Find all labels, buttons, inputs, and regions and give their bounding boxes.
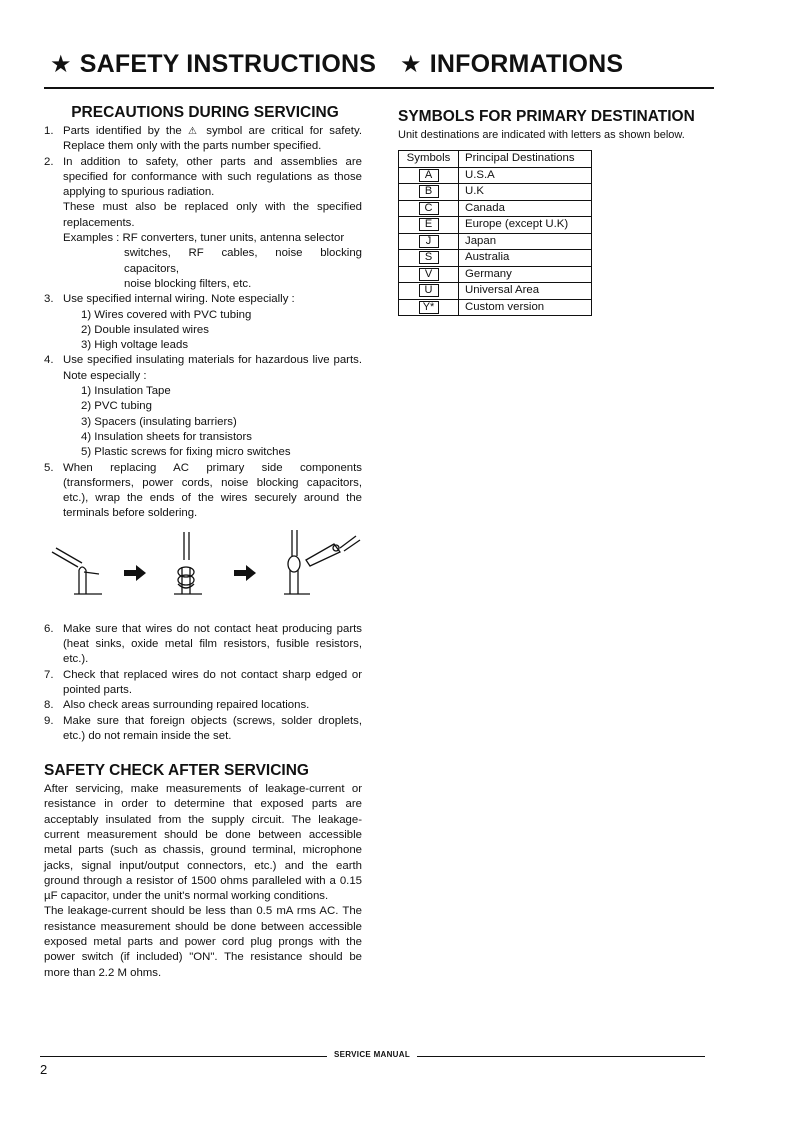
left-column <box>44 104 362 981</box>
examples-text: noise blocking filters, etc. <box>124 277 252 290</box>
sub-item: 2) PVC tubing <box>81 400 152 413</box>
sub-item: 1) Insulation Tape <box>81 385 171 398</box>
destination-name: Japan <box>459 233 592 250</box>
table-row <box>399 167 592 184</box>
warning-triangle-icon: ⚠ <box>187 126 201 137</box>
column-header-destinations: Principal Destinations <box>459 151 592 168</box>
item-text: Also check areas surrounding repaired locations. <box>63 699 310 712</box>
precaution-item-6 <box>44 622 362 668</box>
informations-header <box>400 50 623 79</box>
item-text: Use specified internal wiring. Note especially : <box>63 293 295 306</box>
symbols-title: SYMBOLS FOR PRIMARY DESTINATION <box>398 108 695 125</box>
item-text: In addition to safety, other parts and assemblies are specified for conformance with such regulations as those applying to spurious radiation. <box>63 155 362 199</box>
item-number: 8. <box>44 699 54 712</box>
footer-rule-right <box>417 1056 705 1057</box>
item-text: Check that replaced wires do not contact sharp edged or pointed parts. <box>63 668 362 696</box>
sub-item: 2) Double insulated wires <box>81 323 209 336</box>
destination-symbol: A <box>419 169 439 182</box>
precaution-item-4 <box>44 353 362 460</box>
destination-name: Germany <box>459 266 592 283</box>
item-text: These must also be replaced only with the specified replacements. <box>63 201 362 229</box>
item-number: 6. <box>44 622 54 635</box>
item-number: 3. <box>44 293 54 306</box>
wiring-diagram <box>44 522 362 622</box>
item-number: 7. <box>44 668 54 681</box>
safety-check-paragraph-2: The leakage-current should be less than 0.5 mA rms AC. The resistance measurement should be done between accessible exposed metal parts and power cord plug prongs with the power switch (if included) "ON". The resistance should be more than 2.2 M ohms. <box>44 905 362 979</box>
arrow-right-icon <box>124 565 146 581</box>
table-row <box>399 299 592 316</box>
destination-name: U.K <box>459 184 592 201</box>
precautions-title: PRECAUTIONS DURING SERVICING <box>71 104 339 121</box>
safety-instructions-header <box>50 50 376 79</box>
safety-check-paragraph-1: After servicing, make measurements of leakage-current or resistance in order to determine that exposed parts are acceptably insulated from the supply circuit. The leakage-current measurement should be done between accessible metal parts (such as chassis, ground terminal, microphone jacks, signal input/output connectors, etc.) and the earth ground through a resistor of 1500 ohms paralleled with a 0.15 µF capacitor, under the unit's normal working conditions. <box>44 783 362 903</box>
destination-table <box>398 150 592 316</box>
destination-name: Custom version <box>459 299 592 316</box>
item-text: Make sure that foreign objects (screws, solder droplets, etc.) do not remain inside the set. <box>63 714 362 742</box>
precaution-item-1 <box>44 124 362 155</box>
destination-symbol: E <box>419 218 439 231</box>
sub-item: 1) Wires covered with PVC tubing <box>81 308 252 321</box>
table-row <box>399 200 592 217</box>
destination-symbol: B <box>419 185 439 198</box>
table-row <box>399 233 592 250</box>
precaution-item-8 <box>44 698 362 713</box>
destination-name: U.S.A <box>459 167 592 184</box>
table-row <box>399 266 592 283</box>
table-row <box>399 283 592 300</box>
destination-name: Europe (except U.K) <box>459 217 592 234</box>
examples-row <box>63 231 362 246</box>
precaution-item-9 <box>44 714 362 745</box>
wire-wrap-soldering-illustration <box>44 522 364 622</box>
item-text: symbol are critical for safety. Replace them only with the parts number specified. <box>63 125 362 153</box>
terminal-stage-3 <box>284 530 360 594</box>
destination-name: Universal Area <box>459 283 592 300</box>
star-icon: ★ <box>50 51 72 78</box>
destination-symbol: Y* <box>419 301 439 314</box>
right-column <box>398 108 718 316</box>
column-header-symbols: Symbols <box>399 151 459 168</box>
item-text: Use specified insulating materials for hazardous live parts. Note especially : <box>63 354 362 382</box>
table-header-row <box>399 151 592 168</box>
sub-item: 5) Plastic screws for fixing micro switches <box>81 446 291 459</box>
header-divider <box>44 87 714 89</box>
symbols-note: Unit destinations are indicated with letters as shown below. <box>398 129 685 141</box>
destination-symbol: U <box>419 284 439 297</box>
precaution-item-7 <box>44 668 362 699</box>
examples-label: Examples : <box>63 232 120 245</box>
footer-label: SERVICE MANUAL <box>333 1050 411 1059</box>
item-number: 1. <box>44 125 54 137</box>
star-icon: ★ <box>400 51 422 78</box>
table-row <box>399 250 592 267</box>
arrow-right-icon <box>234 565 256 581</box>
page-number: 2 <box>40 1062 48 1077</box>
item-text: Make sure that wires do not contact heat producing parts (heat sinks, oxide metal film resistors, fusible resistors, etc.). <box>63 622 362 666</box>
sub-item: 4) Insulation sheets for transistors <box>81 430 252 443</box>
item-number: 5. <box>44 461 54 474</box>
destination-symbol: V <box>419 268 439 281</box>
destination-symbol: C <box>419 202 439 215</box>
header-title-right: INFORMATIONS <box>429 50 624 78</box>
destination-symbol: S <box>419 251 439 264</box>
precaution-item-2 <box>44 155 362 293</box>
table-row <box>399 184 592 201</box>
examples-text: RF converters, tuner units, antenna selector <box>122 232 345 245</box>
precaution-item-3 <box>44 292 362 353</box>
examples-text: switches, RF cables, noise blocking capacitors, <box>124 247 362 275</box>
table-row <box>399 217 592 234</box>
safety-check-title: SAFETY CHECK AFTER SERVICING <box>44 762 309 780</box>
destination-symbol: J <box>419 235 439 248</box>
item-number: 2. <box>44 155 54 168</box>
item-text: Parts identified by the <box>63 125 182 137</box>
item-text: When replacing AC primary side components (transformers, power cords, noise blocking capacitors, etc.), wrap the ends of the wires securely around the terminals before soldering. <box>63 461 362 520</box>
precaution-item-5 <box>44 461 362 522</box>
destination-name: Canada <box>459 200 592 217</box>
terminal-stage-2 <box>174 532 202 594</box>
terminal-stage-1 <box>52 548 102 594</box>
destination-name: Australia <box>459 250 592 267</box>
footer-rule-left <box>40 1056 327 1057</box>
item-number: 4. <box>44 354 54 367</box>
item-number: 9. <box>44 714 54 727</box>
sub-item: 3) High voltage leads <box>81 339 189 352</box>
header-title-left: SAFETY INSTRUCTIONS <box>79 50 377 78</box>
sub-item: 3) Spacers (insulating barriers) <box>81 415 237 428</box>
